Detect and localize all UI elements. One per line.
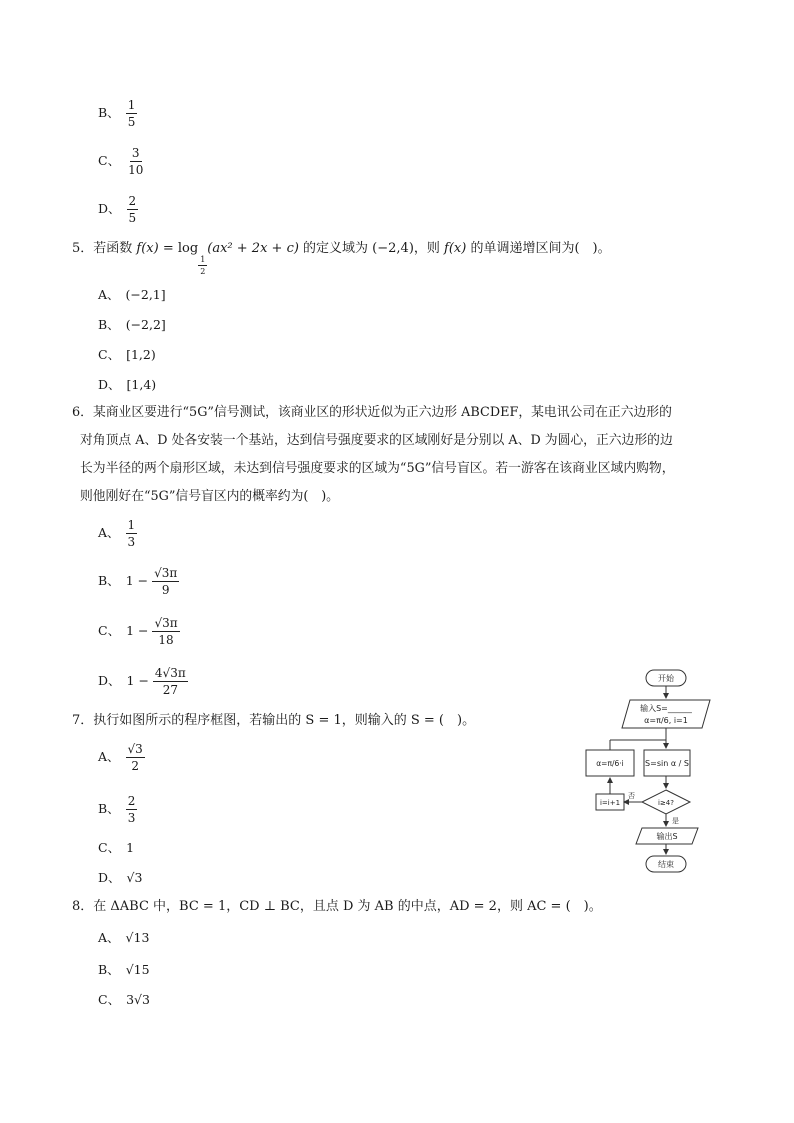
option-text: √15	[125, 962, 150, 977]
option-label: C、	[98, 153, 121, 168]
option-label: D、	[98, 201, 121, 216]
denominator: 5	[128, 211, 137, 225]
option-label: C、	[98, 992, 121, 1007]
denominator: 3	[127, 535, 136, 549]
numerator: √3π	[154, 616, 178, 630]
option-text: √13	[125, 930, 150, 945]
q7-option-d	[98, 868, 142, 886]
flow-end-label: 结束	[658, 860, 674, 869]
option-text: [1,4)	[126, 377, 157, 392]
fraction	[126, 518, 138, 549]
option-label: C、	[98, 623, 121, 638]
denominator: 9	[161, 583, 170, 597]
flow-inc-label: i=i+1	[599, 799, 621, 807]
option-text: 3√3	[126, 992, 150, 1007]
flow-start-label: 开始	[658, 674, 674, 683]
option-prefix: 1 −	[126, 623, 149, 638]
question-6-line-4: 则他刚好在“5G”信号盲区内的概率约为( )。	[80, 489, 339, 504]
option-text: [1,2)	[126, 347, 156, 362]
numerator: 2	[127, 794, 136, 808]
fraction	[126, 742, 145, 773]
stem-text: 的单调递增区间为( )。	[466, 241, 611, 256]
question-6-line-2: 对角顶点 A、D 处各安装一个基站，达到信号强度要求的区域刚好是分别以 A、D 为圆心，正六边形的边	[80, 433, 673, 448]
fraction	[126, 794, 138, 825]
option-label: B、	[98, 962, 120, 977]
q6-option-d	[98, 666, 188, 697]
option-text: (−2,2]	[125, 317, 166, 332]
numerator: 1	[200, 255, 206, 264]
q7-option-b	[98, 794, 137, 825]
numerator: √3	[127, 742, 143, 756]
denominator: 18	[158, 633, 174, 647]
denominator: 2	[131, 759, 139, 773]
denominator: 27	[162, 683, 178, 697]
fraction	[127, 194, 139, 225]
fraction	[152, 616, 179, 647]
flowchart	[580, 664, 720, 878]
numerator: 3	[131, 146, 140, 160]
q5-option-a	[98, 285, 166, 303]
option-label: A、	[98, 930, 120, 945]
question-8-stem: 8．在 ΔABC 中，BC = 1，CD ⊥ BC，且点 D 为 AB 的中点，AD = 2，则 AC = ( )。	[72, 899, 602, 914]
flow-input-label-1: 输入S=______	[640, 704, 692, 713]
option-prefix: 1 −	[125, 573, 149, 588]
numerator: 1	[127, 98, 136, 112]
flow-yes-label: 是	[672, 817, 679, 825]
question-number: 5．	[72, 241, 94, 256]
option-label: B、	[98, 573, 120, 588]
function-name: f(x)	[444, 241, 467, 256]
flow-input-label-2: α=π/6, i=1	[644, 716, 688, 725]
q6-option-b	[98, 566, 179, 597]
fraction	[153, 666, 188, 697]
q5-option-b	[98, 315, 166, 333]
q7-option-a	[98, 742, 145, 773]
numerator: 1	[127, 518, 136, 532]
question-6-line-3: 长为半径的两个扇形区域，未达到信号强度要求的区域为“5G”信号盲区。若一游客在该商业区域内购物，	[80, 461, 675, 476]
numerator: 2	[128, 194, 137, 208]
option-label: D、	[98, 377, 121, 392]
option-label: B、	[98, 105, 120, 120]
flow-s-box-label: S=sin α / S	[645, 759, 689, 768]
q8-option-b	[98, 960, 150, 978]
option-label: D、	[98, 673, 121, 688]
denominator: 10	[128, 163, 144, 177]
function-name: f(x)	[136, 241, 159, 256]
log-base-fraction	[198, 255, 207, 276]
q5-option-d	[98, 375, 156, 393]
denominator: 5	[127, 115, 136, 129]
q6-option-c	[98, 616, 180, 647]
q8-option-c	[98, 990, 150, 1008]
log-argument: (ax² + 2x + c)	[207, 241, 299, 256]
option-label: C、	[98, 840, 121, 855]
option-label: C、	[98, 347, 121, 362]
option-text: (−2,1]	[125, 287, 166, 302]
flow-output-label: 输出S	[656, 832, 678, 841]
q7-option-c	[98, 838, 134, 856]
option-label: A、	[98, 749, 120, 764]
q4-option-d	[98, 194, 138, 225]
option-prefix: 1 −	[126, 673, 149, 688]
stem-text: 的定义域为 (−2,4)，则	[298, 241, 445, 256]
option-label: B、	[98, 317, 120, 332]
option-label: B、	[98, 801, 120, 816]
question-6-line-1: 6．某商业区要进行“5G”信号测试，该商业区的形状近似为正六边形 ABCDEF，某电讯公司在正六边形的	[72, 405, 672, 420]
option-label: A、	[98, 525, 120, 540]
stem-text: 若函数	[93, 241, 137, 256]
denominator: 3	[127, 811, 136, 825]
question-5-stem	[72, 236, 611, 276]
option-text: 1	[126, 840, 135, 855]
numerator: 4√3π	[154, 666, 186, 680]
flow-no-label: 否	[628, 792, 635, 800]
q4-option-c	[98, 146, 145, 177]
fraction	[126, 146, 145, 177]
option-label: D、	[98, 870, 121, 885]
log-text: = log	[158, 241, 199, 256]
question-7-stem: 7．执行如图所示的程序框图，若输出的 S = 1，则输入的 S = ( )。	[72, 713, 476, 728]
q4-option-b	[98, 98, 137, 129]
flow-alpha-label: α=π/6·i	[596, 759, 624, 768]
q6-option-a	[98, 518, 137, 549]
q8-option-a	[98, 928, 149, 946]
fraction	[152, 566, 179, 597]
option-label: A、	[98, 287, 120, 302]
numerator: √3π	[154, 566, 178, 580]
option-text: √3	[126, 870, 143, 885]
denominator: 2	[200, 267, 206, 276]
flow-condition-label: i≥4?	[658, 799, 674, 807]
fraction	[126, 98, 138, 129]
q5-option-c	[98, 345, 156, 363]
